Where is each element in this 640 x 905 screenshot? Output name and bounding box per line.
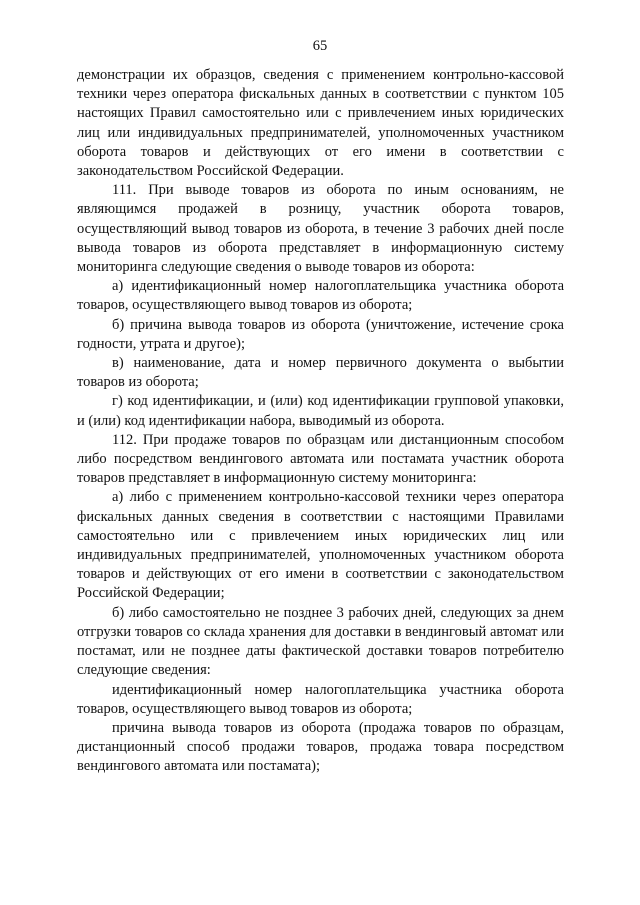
paragraph: г) код идентификации, и (или) код идентификации групповой упаковки, и (или) код идентификации набора, выводимый из оборота. bbox=[77, 393, 564, 429]
paragraph: причина вывода товаров из оборота (продажа товаров по образцам, дистанционный способ продажи товаров, продажа товара посредством вендингового автомата или постамата); bbox=[77, 719, 564, 775]
document-body bbox=[77, 66, 564, 777]
paragraph: б) причина вывода товаров из оборота (уничтожение, истечение срока годности, утрата и другое); bbox=[77, 316, 564, 352]
paragraph: идентификационный номер налогоплательщика участника оборота товаров, осуществляющего вывод товаров из оборота; bbox=[77, 681, 564, 717]
paragraph: а) идентификационный номер налогоплательщика участника оборота товаров, осуществляющего вывод товаров из оборота; bbox=[77, 278, 564, 314]
paragraph: б) либо самостоятельно не позднее 3 рабочих дней, следующих за днем отгрузки товаров со склада хранения для доставки в вендинговый автомат или постамат, или не позднее даты фактической доставки товаров потребителю следующие сведения: bbox=[77, 604, 564, 679]
paragraph: 112. При продаже товаров по образцам или дистанционным способом либо посредством вендингового автомата или постамата участник оборота товаров представляет в информационную систему мониторинга: bbox=[77, 431, 564, 487]
page-number: 65 bbox=[312, 38, 328, 54]
paragraph: 111. При выводе товаров из оборота по иным основаниям, не являющимся продажей в розницу, участник оборота товаров, осуществляющий вывод товаров из оборота, в течение 3 рабочих дней после вывода товаров из оборота представляет в информационную систему мониторинга следующие сведения о выводе товаров из оборота: bbox=[77, 182, 564, 276]
paragraph: демонстрации их образцов, сведения с применением контрольно-кассовой техники через оператора фискальных данных в соответствии с пунктом 105 настоящих Правил самостоятельно или с привлечением иных юридических лиц или индивидуальных предпринимателей, уполномоченных участником оборота товаров и действующих от его имени в соответствии с законодательством Российской Федерации. bbox=[77, 67, 564, 180]
paragraph: в) наименование, дата и номер первичного документа о выбытии товаров из оборота; bbox=[77, 355, 564, 391]
paragraph: а) либо с применением контрольно-кассовой техники через оператора фискальных данных сведения в соответствии с настоящими Правилами самостоятельно или с привлечением иных юридических лиц или индивидуальных предпринимателей, уполномоченных участником оборота товаров и действующих от его имени в соответствии с законодательством Российской Федерации; bbox=[77, 489, 564, 602]
